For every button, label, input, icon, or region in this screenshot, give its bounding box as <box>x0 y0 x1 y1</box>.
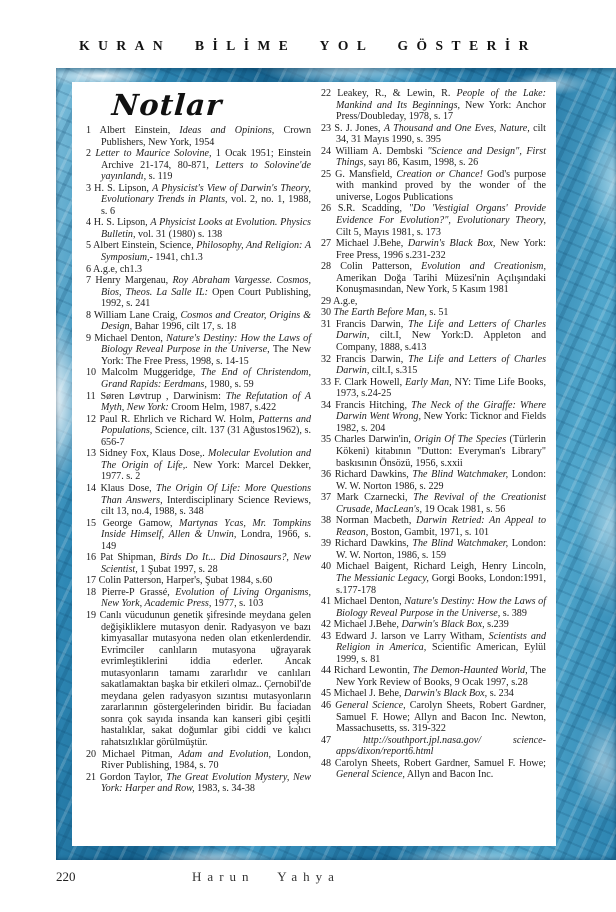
note-text-segment: S.R. Scadding, <box>337 203 409 215</box>
note-number: 21 <box>86 771 100 783</box>
note-text-segment: Letter to Maurice Solovine, <box>95 148 212 160</box>
note-number: 22 <box>321 88 338 99</box>
note-text-segment: Richard Dawkins, <box>334 538 413 550</box>
note-item <box>321 88 546 123</box>
note-text-segment: cilt 34, 31 Mayıs 1990, s. 395 <box>336 122 546 146</box>
note-number: 17 <box>86 575 99 587</box>
note-text-segment: George Gamow, <box>102 517 180 529</box>
note-item <box>321 434 546 469</box>
note-item <box>321 377 546 400</box>
note-item <box>321 492 546 515</box>
note-text-segment: London: W. W. Norton 1986, s. 229 <box>336 469 546 492</box>
note-item <box>86 749 311 772</box>
note-item <box>86 414 311 449</box>
note-text-segment: The Refutation of A Myth, New York: <box>101 390 311 414</box>
note-number: 40 <box>321 561 337 573</box>
note-number: 42 <box>321 619 334 631</box>
note-text-segment: A Thousand and One Eves, Nature, <box>383 122 530 134</box>
note-text-segment: Origin Of The Species <box>414 434 507 446</box>
note-text-segment: Croom Helm, 1987, s.422 <box>168 402 277 414</box>
note-text-segment: God's purpose with mankind proved by the wonder of the universe, Logos Publications <box>336 168 547 203</box>
note-item <box>321 515 546 538</box>
note-text-segment: Early Man, <box>405 376 452 388</box>
note-text-segment: Molecular Evolution and The Origin of Life,. <box>101 448 311 471</box>
note-item <box>321 307 546 319</box>
note-text-segment: Francis Hitching, <box>335 399 412 411</box>
note-text-segment: Roy Abraham Vargesse. Cosmos, Bios, Theos. La Salle IL: <box>101 275 311 298</box>
note-text-segment: Darwin Retried: An Appeal to Reason, <box>336 515 546 538</box>
note-number: 6 <box>86 263 94 275</box>
note-number: 37 <box>321 492 337 504</box>
note-number: 31 <box>321 318 336 330</box>
note-text-segment: Michael Denton, <box>94 332 167 344</box>
note-text-segment: Evolution and Creationism, <box>421 261 546 273</box>
page-number: 220 <box>56 869 76 884</box>
note-number: 33 <box>321 376 335 388</box>
note-number: 13 <box>86 448 100 460</box>
note-number: 48 <box>321 757 335 769</box>
note-item <box>86 610 311 749</box>
note-text-segment: William A. Dembski <box>335 145 428 157</box>
note-text-segment: Open Court Publishing, 1992, s. 241 <box>101 286 311 310</box>
note-text-segment: Michael J. Behe, <box>333 688 404 700</box>
note-text-segment: Francis Darwin, <box>335 353 409 365</box>
content-panel <box>72 82 556 846</box>
note-item <box>321 203 546 238</box>
note-item <box>321 319 546 354</box>
note-text-segment: Carolyn Sheets, Robert Gardner, Samuel F. Howe; Allyn and Bacon Inc. Newton, Massachusetts, ss. 319-322 <box>336 699 546 735</box>
note-item <box>86 483 311 518</box>
note-item <box>86 518 311 553</box>
note-text-segment: Crown Publishers, New York, 1954 <box>101 125 311 148</box>
note-number: 19 <box>86 609 100 621</box>
note-text-segment: Norman Macbeth, <box>335 515 417 527</box>
note-text-segment: The End of Christendom, Grand Rapids: Eerdmans, <box>101 367 311 391</box>
note-text-segment: Michael Pitman, <box>102 748 179 760</box>
note-number: 38 <box>321 515 336 527</box>
note-text-segment: The Earth Before Man, <box>333 307 427 319</box>
note-text-segment: Malcolm Muggeridge, <box>101 367 201 379</box>
note-text-segment: Canlı vücudunun genetik şifresinde meydana gelen değişikliklere mutasyon denir. Radyasyon ve bazı kimyasallar mutasyona neden olan etkenlerdendir. Evrimciler canlıların mutasyona uğrayarak evrimleştiklerini iddia ederler. Ancak mutasyonların tamamı zararlıdır ve canlıları sakatlamaktan başka bir etkileri olmaz.. Çernobil'de meydana gelen radyasyon sızıntısı mutasyonların zararlarının göstergelerinden biridir. Bu faciadan sonra çok sayıda insanda kan kanseri gibi çeşitli hastalıklar, sakat doğumlar gibi ciddi ve kalıcı rahatsızlıklar görülmüştür. <box>99 609 311 748</box>
note-number: 12 <box>86 413 100 425</box>
note-text-segment: sayı 86, Kasım, 1998, s. 26 <box>366 157 479 169</box>
note-text-segment: London, River Publishing, 1984, s. 70 <box>101 748 311 772</box>
note-text-segment: The Demon-Haunted World, <box>412 665 528 677</box>
note-number: 44 <box>321 665 334 677</box>
note-text-segment: (Türlerin Kökeni) kitabının "Dutton: Everyman's Library" baskısının Önsözü, 1956, s.xxii <box>336 434 546 469</box>
note-item <box>321 538 546 561</box>
note-text-segment: 1980, s. 59 <box>206 379 254 391</box>
note-item <box>86 275 311 310</box>
note-text-segment: cilt.I, s.315 <box>369 365 418 377</box>
note-number: 26 <box>321 203 338 215</box>
note-item <box>86 391 311 414</box>
note-text-segment: F. Clark Howell, <box>334 376 406 388</box>
note-number: 24 <box>321 145 336 157</box>
note-item <box>86 552 311 575</box>
note-text-segment: S. J. Jones, <box>334 122 384 134</box>
note-text-segment: Michael Denton, <box>333 596 405 608</box>
note-text-segment: Michael Baigent, Richard Leigh, Henry Lincoln, <box>336 561 546 573</box>
note-number: 7 <box>86 275 96 287</box>
note-item <box>86 310 311 333</box>
note-text-segment: vol. 31 (1980) s. 138 <box>135 228 223 240</box>
note-item <box>321 665 546 688</box>
note-number: 35 <box>321 434 335 446</box>
note-text-segment: Ideas and Opinions, <box>179 125 275 136</box>
note-item <box>321 735 546 758</box>
note-text-segment: Gordon Taylor, <box>99 771 167 783</box>
note-text-segment: Edward J. larson ve Larry Witham, <box>335 630 489 642</box>
note-text-segment: H. S. Lipson, <box>93 217 151 229</box>
note-text-segment: A.g.e, ch1.3 <box>93 263 143 275</box>
note-number: 5 <box>86 240 94 252</box>
note-text-segment: Michael J.Behe, <box>333 619 402 631</box>
note-item <box>321 169 546 204</box>
note-text-segment: A Physicist's View of Darwin's Theory, Evolutionary Trends in Plants, <box>101 182 311 206</box>
note-item <box>321 561 546 596</box>
note-number: 2 <box>86 148 96 160</box>
note-item <box>321 688 546 700</box>
note-text-segment: Science, cilt. 137 (31 Ağustos1962), s. 656-7 <box>101 425 311 448</box>
note-text-segment: The Neck of the Giraffe: Where Darwin Went Wrong, <box>336 399 546 423</box>
note-number: 15 <box>86 517 103 529</box>
footer-author: Harun Yahya <box>192 869 340 884</box>
note-text-segment: Evolution of Living Organisms, New York, Academic Press, <box>101 586 311 610</box>
note-text-segment: "Science and Design", First Things, <box>336 145 547 169</box>
note-text-segment: Darwin's Black Box, <box>403 688 488 700</box>
note-number: 10 <box>86 367 102 379</box>
note-text-segment: Francis Darwin, <box>335 318 409 330</box>
note-number: 45 <box>321 688 334 700</box>
note-text-segment: Martynas Ycas, Mr. Tompkins Inside Himself, Allen & Unwin, <box>101 517 311 541</box>
note-text-segment: The Messianic Legacy, <box>336 572 429 584</box>
note-text-segment: Henry Margenau, <box>95 275 173 287</box>
note-text-segment: Interdisciplinary Science Reviews, cilt 13, no.4, 1988, s. 348 <box>101 494 312 518</box>
note-item <box>321 354 546 377</box>
note-number: 41 <box>321 596 334 608</box>
note-text-segment: cilt.I, New York:D. Appleton and Company, 1888, s.413 <box>336 330 546 354</box>
note-item <box>86 148 311 183</box>
note-item <box>86 240 311 263</box>
note-text-segment: Pat Shipman, <box>100 552 160 564</box>
note-item <box>321 296 546 308</box>
note-text-segment: Klaus Dose, <box>100 482 157 494</box>
note-item <box>86 587 311 610</box>
note-text-segment: 1 Ocak 1951; Einstein Archive 21-174, 80-871, <box>101 148 311 171</box>
notes-column-left <box>86 88 311 795</box>
note-number: 27 <box>321 238 336 250</box>
note-number: 20 <box>86 748 103 760</box>
note-text-segment: Charles Darwin'in, <box>334 434 415 446</box>
note-number: 4 <box>86 217 94 229</box>
note-text-segment: Michael J.Behe, <box>335 238 408 250</box>
note-text-segment: Colin Patterson, Harper's, Şubat 1984, s.60 <box>98 575 273 587</box>
note-text-segment: Scientific American, Eylül 1999, s. 81 <box>336 642 546 665</box>
note-text-segment: Darwin's Black Box, <box>407 238 496 250</box>
note-text-segment: A.g.e, <box>333 295 358 307</box>
note-text-segment: Boston, Gambit, 1971, s. 101 <box>368 526 490 538</box>
note-text-segment: The Revival of the Creationist Crusade, MacLean's, <box>336 492 547 515</box>
note-text-segment: s. 234 <box>487 688 514 700</box>
note-item <box>321 619 546 631</box>
note-text-segment: NY: Time Life Books, 1973, s.24-25 <box>336 376 547 400</box>
notes-columns <box>86 88 546 795</box>
note-text-segment: 1977, s. 103 <box>211 598 264 610</box>
note-text-segment: "Do 'Vestigial Organs' Provide Evidence For Evolution?", Evolutionary Theory, <box>336 203 546 227</box>
note-text-segment: The Life and Letters of Charles Darwin, <box>336 318 547 342</box>
note-text-segment: H. S. Lipson, <box>94 182 153 194</box>
note-text-segment: Philosophy, And Religion: A Symposium, <box>101 240 312 264</box>
note-text-segment: Pierre-P Grassé, <box>101 586 176 598</box>
note-text-segment: General Science, <box>335 699 406 711</box>
note-number: 3 <box>86 182 95 194</box>
note-item <box>321 469 546 492</box>
note-text-segment: Richard Lewontin, <box>333 665 413 677</box>
note-number: 32 <box>321 353 336 365</box>
note-item <box>86 575 311 587</box>
note-text-segment: Scientists and Religion in America, <box>336 630 546 654</box>
note-text-segment: Carolyn Sheets, Robert Gardner, Samuel F. Howe; <box>334 757 546 769</box>
note-number: 39 <box>321 538 335 550</box>
note-text-segment: The Origin Of Life: More Questions Than Answers, <box>101 482 311 506</box>
note-text-segment: The New York Review of Books, 9 Ocak 1997, s.28 <box>336 665 546 688</box>
note-text-segment: G. Mansfield, <box>335 168 397 180</box>
note-item <box>86 448 311 483</box>
note-text-segment: People of the Lake: Mankind and Its Beginnings, <box>336 88 546 111</box>
note-text-segment: The Life and Letters of Charles Darwin, <box>336 353 547 377</box>
note-number: 47 <box>321 734 363 746</box>
note-number: 1 <box>86 125 100 136</box>
note-text-segment: New York: Free Press, 1996 s.231-232 <box>336 238 546 261</box>
note-text-segment: Paul R. Ehrlich ve Richard W. Holm, <box>99 413 259 425</box>
running-head-title: KURAN BİLİME YOL GÖSTERİR <box>79 38 537 53</box>
note-text-segment: Londra, 1966, s. 149 <box>101 529 312 552</box>
notes-column-right <box>321 88 546 795</box>
note-text-segment: London: W. W. Norton, 1986, s. 159 <box>336 538 546 561</box>
note-text-segment: The Blind Watchmaker, <box>412 538 509 550</box>
note-text-segment: Darwin's Black Box, <box>401 619 485 631</box>
note-text-segment: The New York: The Free Press, 1998, s. 14-15 <box>101 344 311 367</box>
note-text-segment: vol. 2, no. 1, 1988, s. 6 <box>101 194 311 217</box>
note-text-segment: Nature's Destiny: How the Laws of Biology Reveal Purpose in the Universe, <box>336 596 546 619</box>
note-item <box>321 146 546 169</box>
note-text-segment: s. 119 <box>146 171 173 183</box>
note-text-segment: Letters to Solovine'de yayınlandı, <box>101 159 311 183</box>
note-text-segment: Leakey, R., & Lewin, R. <box>337 88 457 99</box>
note-text-segment: Adam and Evolution, <box>178 748 272 760</box>
note-text-segment: 1 Şubat 1997, s. 28 <box>137 563 218 575</box>
note-text-segment: Amerikan Doğa Tarihi Müzesi'nin Açılışındaki Konuşmasından, New York, 5 Kasım 1981 <box>336 272 546 296</box>
note-text-segment: Søren Løvtrup , Darwinism: <box>100 390 226 402</box>
note-text-segment: Mark Czarnecki, <box>336 492 414 504</box>
page-footer <box>0 862 616 912</box>
note-number: 18 <box>86 586 102 598</box>
note-text-segment: New York: Anchor Press/Doubleday, 1978, s. 17 <box>336 99 546 123</box>
note-item <box>86 125 311 148</box>
note-number: 8 <box>86 309 94 321</box>
note-text-segment: 19 Ocak 1981, s. 56 <box>422 503 506 515</box>
note-text-segment: Nature's Destiny: How the Laws of Biology Reveal Purpose in the Universe, <box>101 332 311 356</box>
note-item <box>321 400 546 435</box>
note-item <box>86 333 311 368</box>
note-text-segment: The Blind Watchmaker, <box>412 469 509 481</box>
note-text-segment: A Physicist Looks at Evolution. Physics Bulletin, <box>101 217 311 240</box>
note-text-segment: http://southport.jpl.nasa.gov/ science-apps/dixon/report6.html <box>336 734 546 758</box>
note-text-segment: Allyn and Bacon Inc. <box>404 769 494 781</box>
note-text-segment: William Lane Craig, <box>93 309 181 321</box>
note-text-segment: Cilt 5, Mayıs 1981, s. 173 <box>336 226 441 238</box>
note-item <box>86 183 311 218</box>
note-text-segment: s.239 <box>484 619 509 631</box>
note-text-segment: Cosmos and Creator, Origins & Design, <box>101 309 312 333</box>
note-text-segment: New York: Marcel Dekker, 1977. s. 2 <box>101 459 311 483</box>
note-number: 14 <box>86 482 101 494</box>
note-item <box>86 264 311 276</box>
note-number: 28 <box>321 261 341 273</box>
note-text-segment: Birds Do It... Did Dinosaurs?, New Scientist, <box>101 552 311 575</box>
note-number: 46 <box>321 699 336 711</box>
note-text-segment: Creation or Chance! <box>396 168 483 180</box>
note-text-segment: Albert Einstein, Science, <box>93 240 197 252</box>
note-text-segment: Gorgi Books, London:1991, s.177-178 <box>336 572 546 596</box>
note-item <box>86 772 311 795</box>
note-item <box>321 631 546 666</box>
note-number: 9 <box>86 332 95 344</box>
section-title: Notlar <box>110 88 224 122</box>
note-text-segment: Albert Einstein, <box>99 125 180 136</box>
note-text-segment: The Great Evolution Mystery, New York: Harper and Row, <box>101 771 312 795</box>
note-number: 34 <box>321 399 336 411</box>
note-number: 23 <box>321 122 335 134</box>
note-text-segment: - 1941, ch1.3 <box>149 252 203 264</box>
note-number: 30 <box>321 307 334 319</box>
note-text-segment: Patterns and Populations, <box>101 413 312 437</box>
note-text-segment: Bahar 1996, cilt 17, s. 18 <box>132 321 237 333</box>
note-item <box>321 238 546 261</box>
note-item <box>86 367 311 390</box>
note-text-segment: s. 51 <box>426 307 449 319</box>
note-number: 25 <box>321 168 336 180</box>
note-text-segment: Colin Patterson, <box>340 261 422 273</box>
note-text-segment: Richard Dawkins, <box>334 469 413 481</box>
note-text-segment: s. 389 <box>500 607 527 619</box>
note-number: 43 <box>321 630 336 642</box>
note-text-segment: New York: Ticknor and Fields 1982, s. 204 <box>336 411 546 434</box>
note-number: 36 <box>321 469 335 481</box>
note-item <box>321 758 546 781</box>
note-item <box>86 217 311 240</box>
note-item <box>321 700 546 735</box>
note-item <box>321 123 546 146</box>
note-number: 16 <box>86 552 101 564</box>
note-number: 29 <box>321 295 334 307</box>
note-item <box>321 261 546 296</box>
note-text-segment: Sidney Fox, Klaus Dose,. <box>99 448 209 460</box>
note-text-segment: 1983, s. 34-38 <box>194 783 255 795</box>
note-number: 11 <box>86 390 101 402</box>
note-text-segment: General Science, <box>336 769 405 781</box>
note-item <box>321 596 546 619</box>
